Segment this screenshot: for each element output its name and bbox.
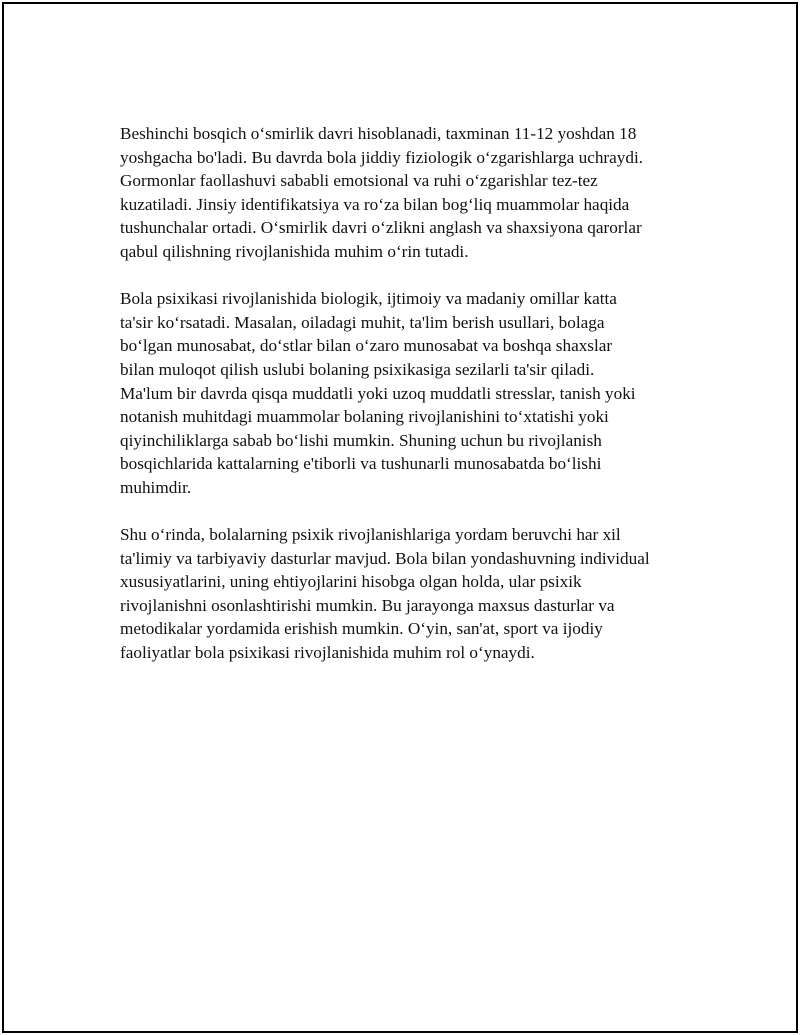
text-line: bosqichlarida kattalarning e'tiborli va tushunarli munosabatda bo‘lishi <box>120 454 602 474</box>
paragraph-3 <box>120 523 700 665</box>
text-line: metodikalar yordamida erishish mumkin. O‘yin, san'at, sport va ijodiy <box>120 619 603 639</box>
text-line: bo‘lgan munosabat, do‘stlar bilan o‘zaro munosabat va boshqa shaxslar <box>120 336 613 356</box>
text-line: kuzatiladi. Jinsiy identifikatsiya va ro‘za bilan bog‘liq muammolar haqida <box>120 194 630 214</box>
text-line: muhimdir. <box>120 477 192 497</box>
text-line: tushunchalar ortadi. O‘smirlik davri o‘zlikni anglash va shaxsiyona qarorlar <box>120 218 642 238</box>
paragraph-2 <box>120 287 700 499</box>
text-line: ta'sir ko‘rsatadi. Masalan, oiladagi muhit, ta'lim berish usullari, bolaga <box>120 312 605 332</box>
text-line: qiyinchiliklarga sabab bo‘lishi mumkin. Shuning uchun bu rivojlanish <box>120 430 602 450</box>
text-line: notanish muhitdagi muammolar bolaning rivojlanishini to‘xtatishi yoki <box>120 407 609 427</box>
text-line: Gormonlar faollashuvi sababli emotsional va ruhi o‘zgarishlar tez-tez <box>120 171 598 191</box>
text-line: rivojlanishni osonlashtirishi mumkin. Bu jarayonga maxsus dasturlar va <box>120 595 615 615</box>
text-line: Shu o‘rinda, bolalarning psixik rivojlanishlariga yordam beruvchi har xil <box>120 525 621 545</box>
paragraph-1 <box>120 122 700 264</box>
text-line: bilan muloqot qilish uslubi bolaning psixikasiga sezilarli ta'sir qiladi. <box>120 359 595 379</box>
text-line: ta'limiy va tarbiyaviy dasturlar mavjud. Bola bilan yondashuvning individual <box>120 548 650 568</box>
text-line: yoshgacha bo'ladi. Bu davrda bola jiddiy fiziologik o‘zgarishlarga uchraydi. <box>120 147 644 167</box>
document-page <box>2 2 798 1033</box>
text-line: Bola psixikasi rivojlanishida biologik, ijtimoiy va madaniy omillar katta <box>120 289 617 309</box>
text-line: Ma'lum bir davrda qisqa muddatli yoki uzoq muddatli stresslar, tanish yoki <box>120 383 636 403</box>
text-line: Beshinchi bosqich o‘smirlik davri hisoblanadi, taxminan 11-12 yoshdan 18 <box>120 124 637 143</box>
text-line: xususiyatlarini, uning ehtiyojlarini hisobga olgan holda, ular psixik <box>120 572 582 592</box>
text-line: faoliyatlar bola psixikasi rivojlanishida muhim rol o‘ynaydi. <box>120 643 535 663</box>
document-body <box>120 122 700 688</box>
text-line: qabul qilishning rivojlanishida muhim o‘rin tutadi. <box>120 241 469 261</box>
